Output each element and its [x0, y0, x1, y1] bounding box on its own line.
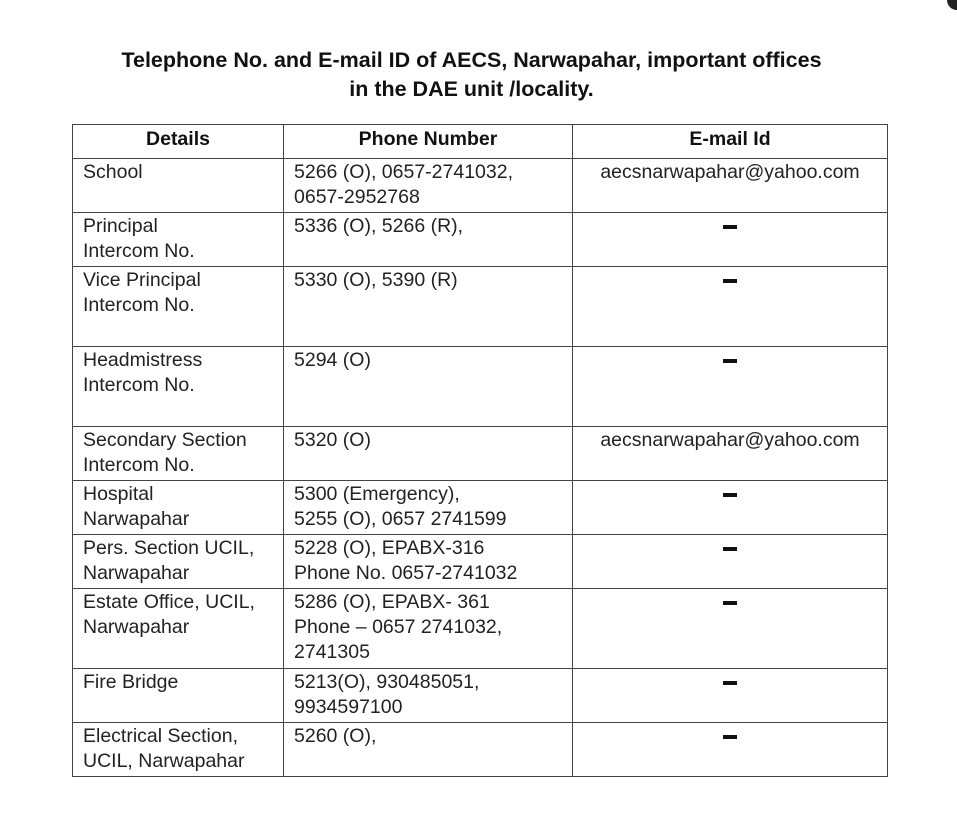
details-line: Estate Office, UCIL,	[83, 591, 255, 613]
details-line: Narwapahar	[83, 616, 190, 638]
phone-line: Phone – 0657 2741032,	[294, 616, 503, 638]
email-cell	[573, 267, 888, 347]
phone-line: 5228 (O), EPABX-316	[294, 537, 485, 559]
details-line: Hospital	[83, 483, 154, 505]
table-row	[73, 589, 888, 669]
details-line: Electrical Section,	[83, 725, 238, 747]
phone-line: 5294 (O)	[294, 349, 371, 371]
details-line: Secondary Section	[83, 429, 247, 451]
email-cell	[573, 347, 888, 427]
email-address: aecsnarwapahar@yahoo.com	[600, 429, 860, 451]
details-line: Vice Principal	[83, 269, 201, 291]
table-row	[73, 481, 888, 535]
dash-mark	[723, 225, 737, 229]
phone-line: 5260 (O),	[294, 725, 377, 747]
details-cell	[73, 723, 284, 777]
phone-line: 9934597100	[294, 696, 403, 718]
email-cell	[573, 535, 888, 589]
phone-cell	[284, 481, 573, 535]
details-cell	[73, 535, 284, 589]
email-cell	[573, 669, 888, 723]
contacts-table	[72, 124, 888, 777]
phone-line: 5300 (Emergency),	[294, 483, 460, 505]
phone-line: 2741305	[294, 641, 370, 663]
table-row	[73, 213, 888, 267]
details-cell	[73, 589, 284, 669]
phone-line: 5255 (O), 0657 2741599	[294, 508, 507, 530]
phone-cell	[284, 213, 573, 267]
title-line-2: in the DAE unit /locality.	[349, 77, 594, 101]
dash-mark	[723, 601, 737, 605]
corner-shade	[947, 0, 957, 10]
email-cell	[573, 213, 888, 267]
phone-line: 0657-2952768	[294, 186, 420, 208]
phone-cell	[284, 669, 573, 723]
email-cell	[573, 589, 888, 669]
details-line: Fire Bridge	[83, 671, 179, 693]
details-line: Intercom No.	[83, 454, 195, 476]
details-cell	[73, 427, 284, 481]
email-address: aecsnarwapahar@yahoo.com	[600, 161, 860, 183]
details-cell	[73, 159, 284, 213]
email-cell	[573, 427, 888, 481]
dash-mark	[723, 279, 737, 283]
details-line: Narwapahar	[83, 562, 190, 584]
details-cell	[73, 213, 284, 267]
table-row	[73, 723, 888, 777]
phone-line: 5286 (O), EPABX- 361	[294, 591, 490, 613]
details-cell	[73, 669, 284, 723]
details-cell	[73, 267, 284, 347]
table-row	[73, 535, 888, 589]
table-row	[73, 427, 888, 481]
title-line-1: Telephone No. and E-mail ID of AECS, Narwapahar, important offices	[121, 48, 822, 72]
header-email: E-mail Id	[573, 125, 888, 159]
table-row	[73, 159, 888, 213]
details-line: Headmistress	[83, 349, 203, 371]
email-cell	[573, 723, 888, 777]
phone-cell	[284, 723, 573, 777]
details-line: Principal	[83, 215, 158, 237]
phone-cell	[284, 159, 573, 213]
details-line: Intercom No.	[83, 240, 195, 262]
header-details: Details	[73, 125, 284, 159]
phone-line: 5213(O), 930485051,	[294, 671, 480, 693]
dash-mark	[723, 359, 737, 363]
phone-line: 5320 (O)	[294, 429, 371, 451]
phone-cell	[284, 535, 573, 589]
dash-mark	[723, 681, 737, 685]
table-row	[73, 669, 888, 723]
dash-mark	[723, 735, 737, 739]
details-line: Pers. Section UCIL,	[83, 537, 255, 559]
dash-mark	[723, 547, 737, 551]
phone-line: Phone No. 0657-2741032	[294, 562, 518, 584]
details-line: Intercom No.	[83, 374, 195, 396]
dash-mark	[723, 493, 737, 497]
phone-cell	[284, 267, 573, 347]
phone-line: 5330 (O), 5390 (R)	[294, 269, 458, 291]
table-row	[73, 267, 888, 347]
details-line: School	[83, 161, 143, 183]
phone-cell	[284, 589, 573, 669]
details-line: UCIL, Narwapahar	[83, 750, 245, 772]
phone-cell	[284, 427, 573, 481]
header-phone: Phone Number	[284, 125, 573, 159]
details-line: Intercom No.	[83, 294, 195, 316]
details-line: Narwapahar	[83, 508, 190, 530]
table-row	[73, 347, 888, 427]
details-cell	[73, 347, 284, 427]
page-title	[0, 46, 943, 104]
details-cell	[73, 481, 284, 535]
email-cell	[573, 159, 888, 213]
header-row	[73, 125, 888, 159]
phone-cell	[284, 347, 573, 427]
phone-line: 5266 (O), 0657-2741032,	[294, 161, 513, 183]
email-cell	[573, 481, 888, 535]
phone-line: 5336 (O), 5266 (R),	[294, 215, 464, 237]
